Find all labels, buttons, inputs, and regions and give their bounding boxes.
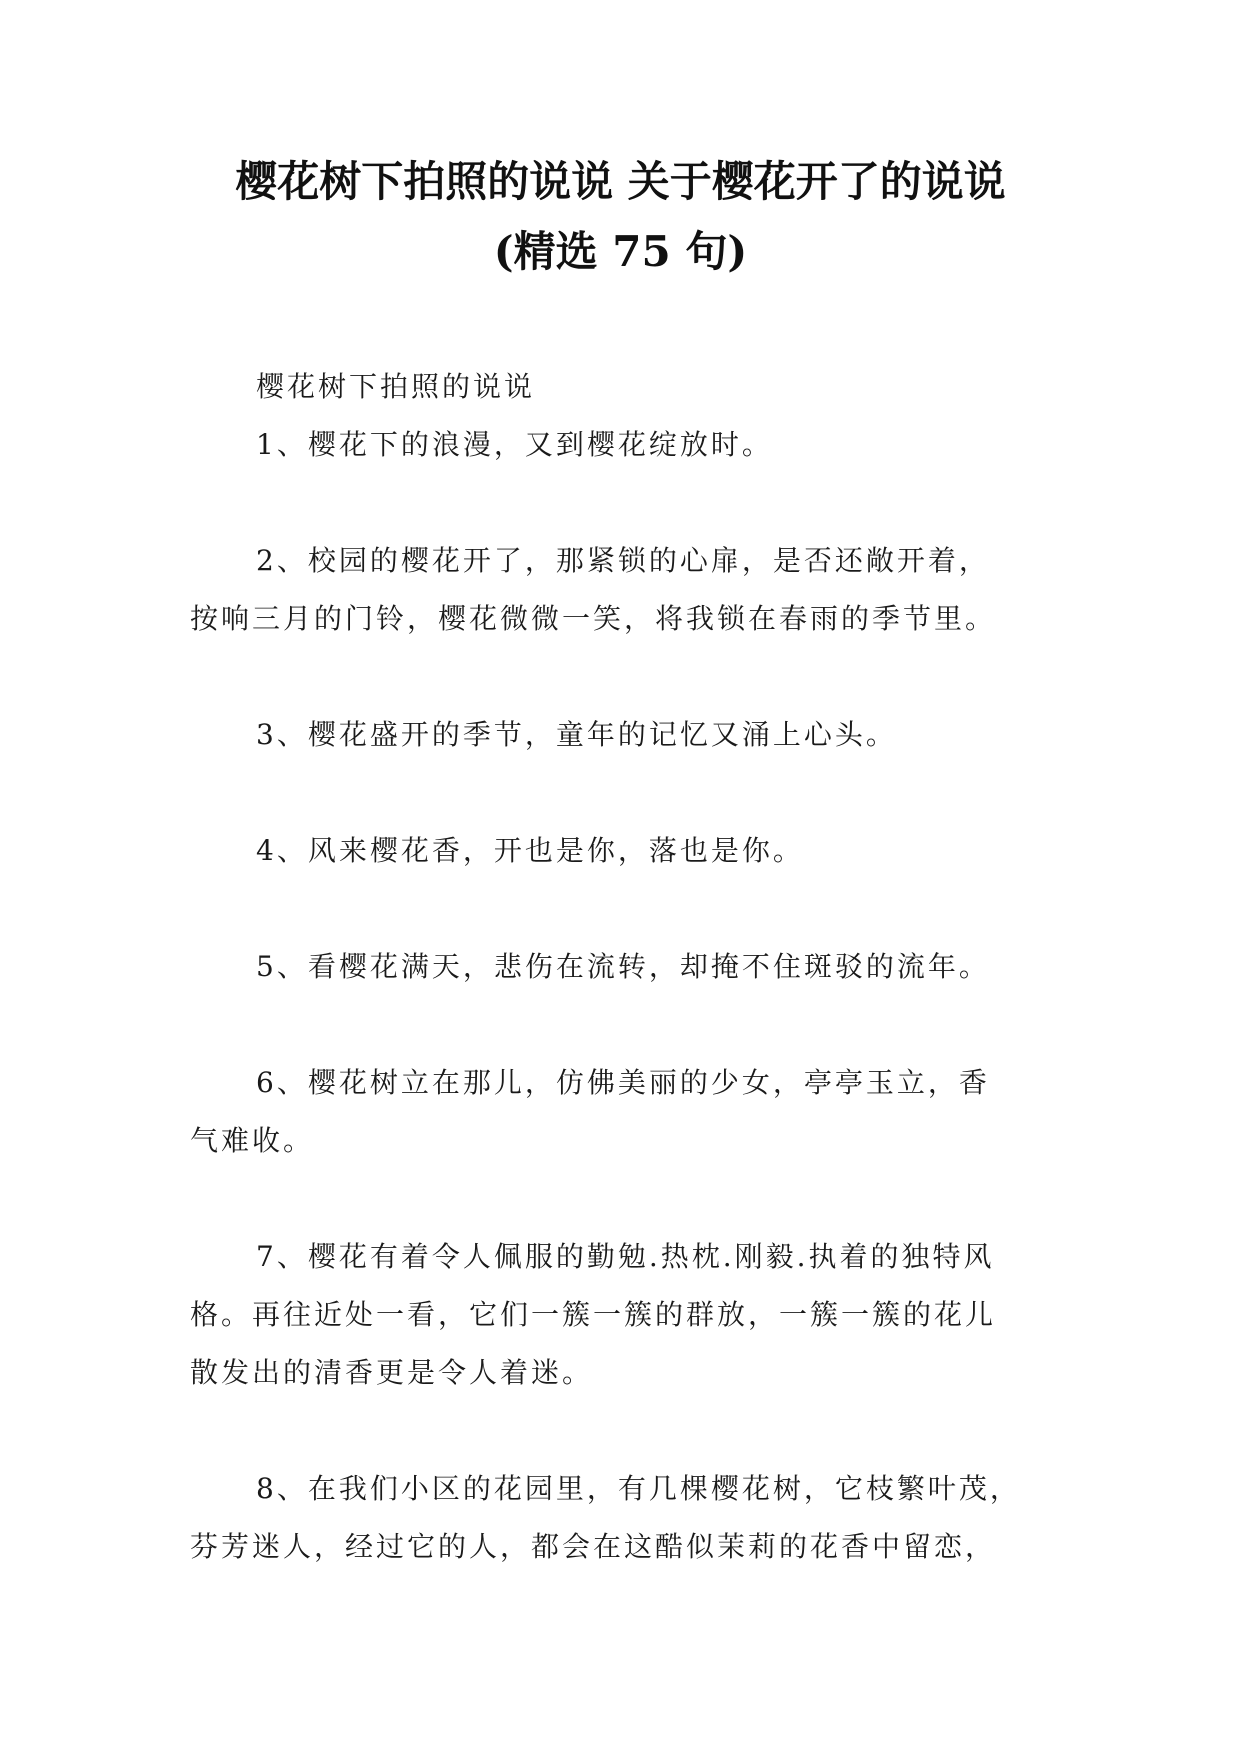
- paragraph-gap: [190, 648, 1070, 706]
- paragraph-gap: [190, 996, 1070, 1054]
- list-item: [190, 532, 1070, 648]
- item-3-line-1: 3、樱花盛开的季节，童年的记忆又涌上心头。: [256, 718, 897, 751]
- list-item: [190, 416, 1070, 474]
- document-body: [190, 358, 1070, 1576]
- list-item: [190, 938, 1070, 996]
- item-7-line-1: 7、樱花有着令人佩服的勤勉.热枕.刚毅.执着的独特风: [256, 1240, 995, 1273]
- item-2-line-2: 按响三月的门铃，樱花微微一笑，将我锁在春雨的季节里。: [190, 602, 997, 635]
- list-item: [190, 1460, 1070, 1576]
- document-title-line-1: 樱花树下拍照的说说 关于樱花开了的说说: [235, 157, 1006, 206]
- list-item: [190, 706, 1070, 764]
- item-8-line-1: 8、在我们小区的花园里，有几棵樱花树，它枝繁叶茂，: [256, 1472, 1021, 1505]
- item-7-line-2: 格。再往近处一看，它们一簇一簇的群放，一簇一簇的花儿: [190, 1298, 997, 1331]
- list-item: [190, 1054, 1070, 1170]
- item-5-line-1: 5、看樱花满天，悲伤在流转，却掩不住斑驳的流年。: [256, 950, 990, 983]
- item-7-line-3: 散发出的清香更是令人着迷。: [190, 1356, 594, 1389]
- paragraph-gap: [190, 474, 1070, 532]
- item-6-line-1: 6、樱花树立在那儿，仿佛美丽的少女，亭亭玉立，香: [256, 1066, 990, 1099]
- document-title-line-2: (精选 75 句): [493, 227, 748, 276]
- item-1-line-1: 1、樱花下的浪漫，又到樱花绽放时。: [256, 428, 773, 461]
- paragraph-gap: [190, 764, 1070, 822]
- paragraph-gap: [190, 880, 1070, 938]
- paragraph-gap: [190, 1170, 1070, 1228]
- list-item: [190, 1228, 1070, 1402]
- item-4-line-1: 4、风来樱花香，开也是你，落也是你。: [256, 834, 804, 867]
- item-8-line-2: 芬芳迷人，经过它的人，都会在这酷似茉莉的花香中留恋，: [190, 1530, 997, 1563]
- paragraph-gap: [190, 1402, 1070, 1460]
- list-item: [190, 822, 1070, 880]
- item-6-line-2: 气难收。: [190, 1124, 315, 1157]
- section-heading: 樱花树下拍照的说说: [256, 370, 536, 403]
- item-2-line-1: 2、校园的樱花开了，那紧锁的心扉，是否还敞开着，: [256, 544, 990, 577]
